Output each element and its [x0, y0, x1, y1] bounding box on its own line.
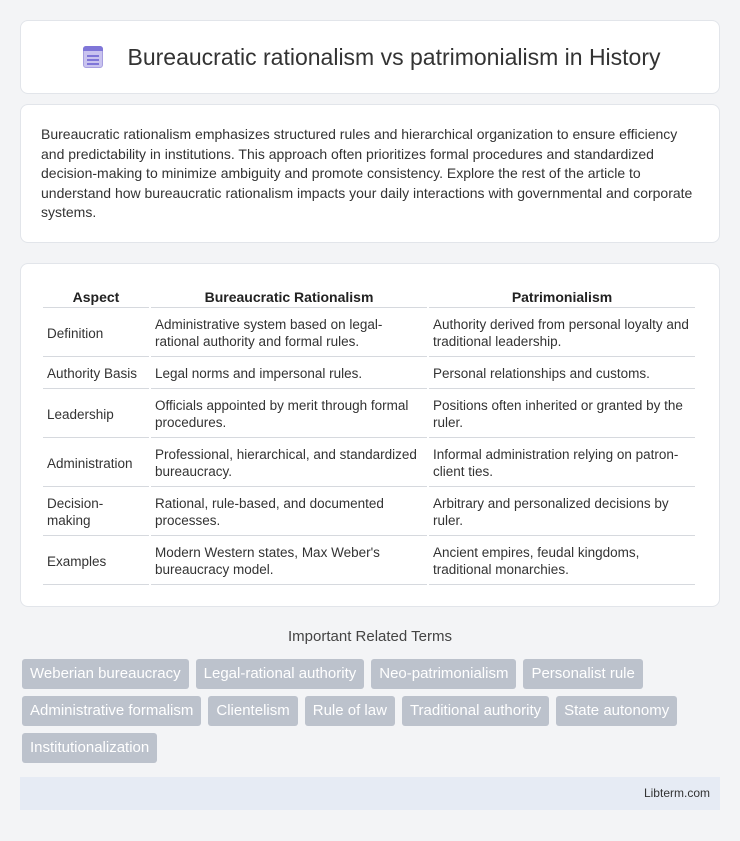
related-term-tag[interactable]: Personalist rule [523, 659, 642, 689]
related-term-tag[interactable]: Weberian bureaucracy [22, 659, 189, 689]
table-header-row [43, 286, 695, 308]
header-bureaucratic: Bureaucratic Rationalism [151, 286, 427, 308]
related-term-tag[interactable]: Neo-patrimonialism [371, 659, 516, 689]
document-icon [80, 44, 106, 70]
comparison-table [41, 284, 697, 587]
related-term-tag[interactable]: Legal-rational authority [196, 659, 365, 689]
bureaucratic-cell: Legal norms and impersonal rules. [151, 359, 427, 389]
bureaucratic-cell: Officials appointed by merit through formal procedures. [151, 391, 427, 438]
table-row [43, 391, 695, 438]
table-row [43, 489, 695, 536]
related-term-tag[interactable]: State autonomy [556, 696, 677, 726]
related-term-tag[interactable]: Clientelism [208, 696, 297, 726]
header-aspect: Aspect [43, 286, 149, 308]
comparison-card [20, 263, 720, 607]
aspect-cell: Decision-making [43, 489, 149, 536]
page-title: Bureaucratic rationalism vs patrimonialism in History [127, 43, 661, 70]
table-row [43, 310, 695, 357]
related-term-tag[interactable]: Administrative formalism [22, 696, 201, 726]
bureaucratic-cell: Rational, rule-based, and documented processes. [151, 489, 427, 536]
aspect-cell: Examples [43, 538, 149, 585]
related-term-tag[interactable]: Institutionalization [22, 733, 157, 763]
table-row [43, 440, 695, 487]
patrimonialism-cell: Personal relationships and customs. [429, 359, 695, 389]
bureaucratic-cell: Modern Western states, Max Weber's bureaucracy model. [151, 538, 427, 585]
patrimonialism-cell: Authority derived from personal loyalty and traditional leadership. [429, 310, 695, 357]
aspect-cell: Leadership [43, 391, 149, 438]
related-terms-list [22, 659, 702, 763]
patrimonialism-cell: Informal administration relying on patron-client ties. [429, 440, 695, 487]
patrimonialism-cell: Ancient empires, feudal kingdoms, traditional monarchies. [429, 538, 695, 585]
aspect-cell: Authority Basis [43, 359, 149, 389]
header-patrimonialism: Patrimonialism [429, 286, 695, 308]
title-card [20, 20, 720, 94]
aspect-cell: Administration [43, 440, 149, 487]
intro-card [20, 104, 720, 243]
bureaucratic-cell: Administrative system based on legal-rational authority and formal rules. [151, 310, 427, 357]
patrimonialism-cell: Arbitrary and personalized decisions by ruler. [429, 489, 695, 536]
footer [20, 777, 720, 810]
table-row [43, 538, 695, 585]
aspect-cell: Definition [43, 310, 149, 357]
related-terms-title: Important Related Terms [288, 628, 452, 645]
related-term-tag[interactable]: Traditional authority [402, 696, 549, 726]
bureaucratic-cell: Professional, hierarchical, and standardized bureaucracy. [151, 440, 427, 487]
intro-paragraph: Bureaucratic rationalism emphasizes structured rules and hierarchical organization to ensure efficiency and predictability in institutions. This approach often prioritizes formal procedures and standardized decision-making to minimize ambiguity and promote consistency. Explore the rest of the article to understand how bureaucratic rationalism impacts your daily interactions with governmental and corporate systems. [41, 126, 693, 221]
patrimonialism-cell: Positions often inherited or granted by the ruler. [429, 391, 695, 438]
table-row [43, 359, 695, 389]
related-term-tag[interactable]: Rule of law [305, 696, 395, 726]
footer-site-link[interactable]: Libterm.com [643, 786, 710, 800]
